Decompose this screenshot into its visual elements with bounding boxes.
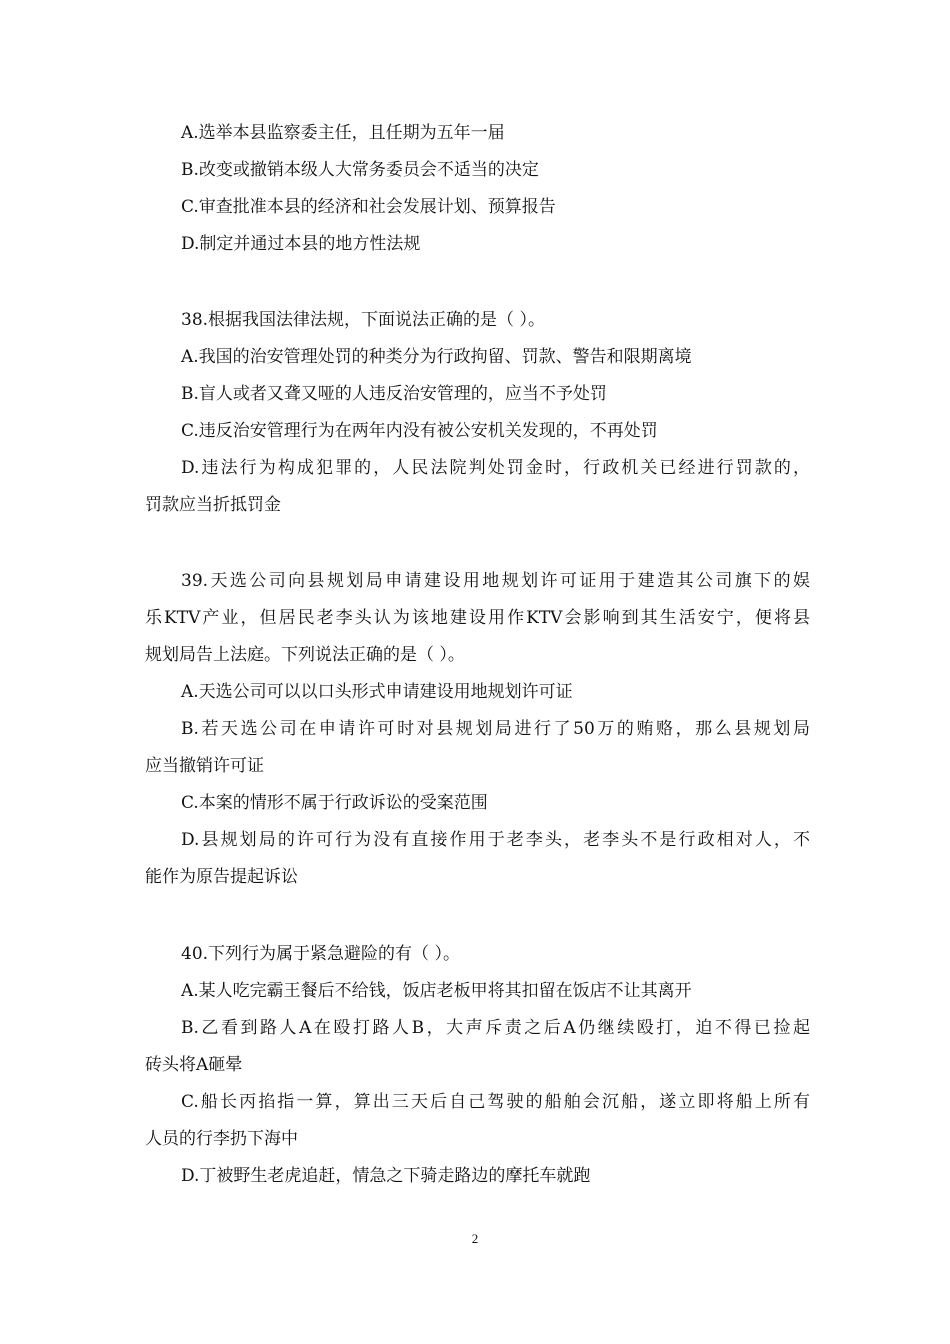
- option-d: D.制定并通过本县的地方性法规: [181, 234, 421, 254]
- option-c: C.审查批准本县的经济和社会发展计划、预算报告: [181, 197, 556, 217]
- question-stem-line-1: 39.天选公司向县规划局申请建设用地规划许可证用于建造其公司旗下的娱: [181, 571, 810, 591]
- option-b-line-2: 应当撤销许可证: [145, 756, 264, 776]
- option-a: A.我国的治安管理处罚的种类分为行政拘留、罚款、警告和限期离境: [181, 347, 692, 367]
- option-b: B.盲人或者又聋又哑的人违反治安管理的，应当不予处罚: [181, 384, 607, 404]
- option-b-line-1: B.若天选公司在申请许可时对县规划局进行了50万的贿赂，那么县规划局: [181, 719, 810, 739]
- option-a: A.选举本县监察委主任，且任期为五年一届: [181, 123, 505, 143]
- question-stem: 38.根据我国法律法规，下面说法正确的是（ ）。: [181, 310, 545, 330]
- question-stem-line-2: 乐KTV产业，但居民老李头认为该地建设用作KTV会影响到其生活安宁，便将县: [145, 608, 810, 628]
- question-37: [145, 115, 810, 263]
- option-c-line-1: C.船长丙掐指一算，算出三天后自己驾驶的船舶会沉船，遂立即将船上所有: [181, 1092, 810, 1112]
- page-number: 2: [471, 1231, 479, 1246]
- option-b-line-1: B.乙看到路人A在殴打路人B，大声斥责之后A仍继续殴打，迫不得已捡起: [181, 1018, 810, 1038]
- option-d-line-2: 罚款应当折抵罚金: [145, 495, 281, 515]
- question-40: [145, 936, 810, 1195]
- option-d: D.丁被野生老虎追赶，情急之下骑走路边的摩托车就跑: [181, 1166, 591, 1186]
- question-39: [145, 563, 810, 896]
- option-a: A.某人吃完霸王餐后不给钱，饭店老板甲将其扣留在饭店不让其离开: [181, 981, 692, 1001]
- option-b: B.改变或撤销本级人大常务委员会不适当的决定: [181, 160, 539, 180]
- option-c: C.本案的情形不属于行政诉讼的受案范围: [181, 793, 488, 813]
- option-c: C.违反治安管理行为在两年内没有被公安机关发现的，不再处罚: [181, 421, 658, 441]
- question-stem: 40.下列行为属于紧急避险的有（ ）。: [181, 944, 460, 964]
- option-a: A.天选公司可以以口头形式申请建设用地规划许可证: [181, 682, 573, 702]
- option-c-line-2: 人员的行李扔下海中: [145, 1129, 298, 1149]
- question-stem-line-3: 规划局告上法庭。下列说法正确的是（ ）。: [145, 645, 465, 665]
- option-b-line-2: 砖头将A砸晕: [145, 1055, 243, 1075]
- option-d-line-2: 能作为原告提起诉讼: [145, 867, 298, 887]
- option-d-line-1: D.违法行为构成犯罪的，人民法院判处罚金时，行政机关已经进行罚款的，: [181, 458, 810, 478]
- option-d-line-1: D.县规划局的许可行为没有直接作用于老李头，老李头不是行政相对人，不: [181, 830, 810, 850]
- question-38: [145, 302, 810, 524]
